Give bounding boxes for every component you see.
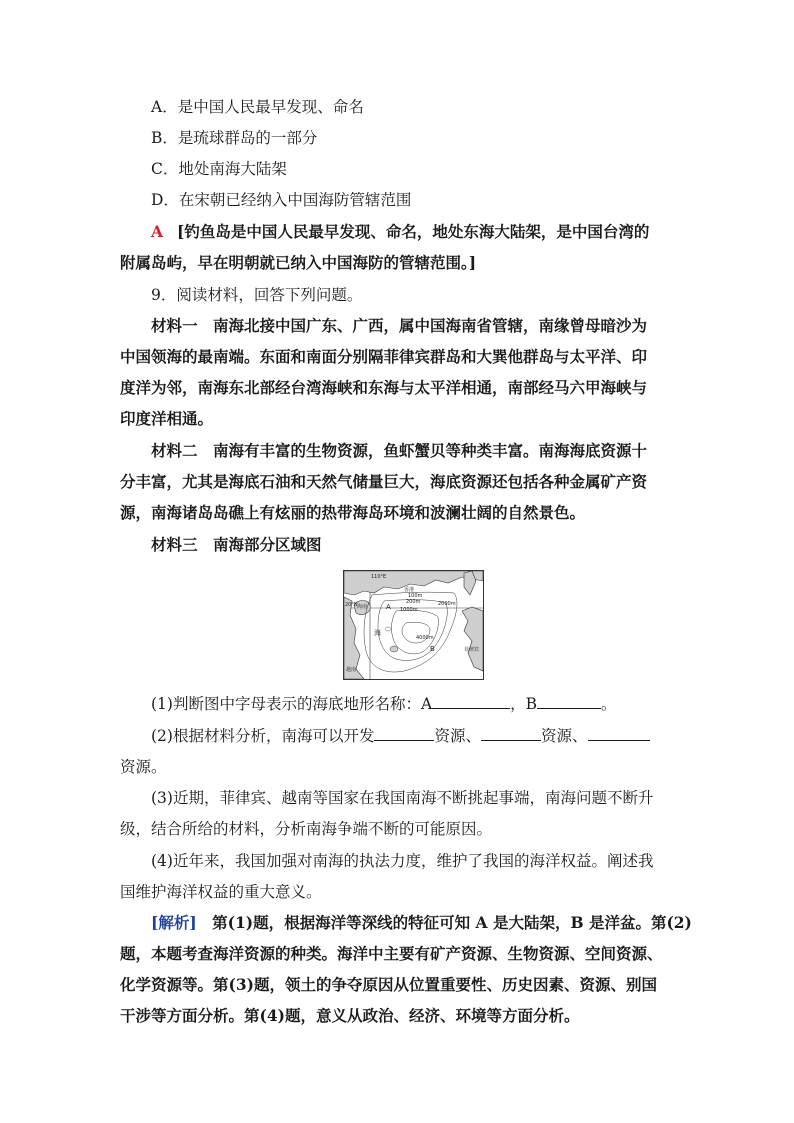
analysis-line4: 干涉等方面分析。第(4)题，意义从政治、经济、环境等方面分析。 — [120, 1006, 580, 1025]
analysis-line3: 化学资源等。第(3)题，领土的争夺原因从位置重要性、历史因素、资源、别国 — [120, 975, 657, 994]
answer-letter: A — [151, 222, 164, 241]
answer-explanation-1: [钓鱼岛是中国人民最早发现、命名，地处东海大陆架，是中国台湾的 — [177, 222, 650, 241]
analysis-line2: 题，本题考查海洋资源的种类。海洋中主要有矿产资源、生物资源、空间资源、 — [120, 944, 663, 963]
material2-line2: 分丰富，尤其是海底石油和天然气储量巨大，海底资源还包括各种金属矿产资 — [120, 472, 648, 491]
material2-line3: 源，南海诸岛岛礁上有炫丽的热带海岛环境和波澜壮阔的自然景色。 — [120, 503, 586, 522]
option-c: C．地处南海大陆架 — [151, 160, 287, 178]
islet — [390, 646, 398, 652]
philippines-land — [462, 607, 483, 671]
sub-question-3-line2: 级，结合所给的材料，分析南海争端不断的可能原因。 — [120, 820, 493, 838]
hainan-label: 海南 — [357, 604, 368, 610]
material3-title: 材料三 南海部分区域图 — [151, 535, 322, 554]
material1-line1: 材料一 南海北接中国广东、广西，属中国海南省管辖，南缘曾母暗沙为 — [151, 316, 648, 335]
depth-200-label: 200m — [406, 599, 421, 605]
option-d: D．在宋朝已经纳入中国海防管辖范围 — [151, 191, 412, 209]
sub-question-1 — [151, 694, 617, 714]
depth-100-label: 100m — [408, 593, 423, 599]
sub-question-2 — [151, 726, 650, 746]
depth-1000-label: 1000m — [400, 607, 418, 613]
philippines-label: 菲律宾 — [464, 647, 480, 653]
blank-resource-2[interactable] — [481, 726, 541, 741]
blank-resource-1[interactable] — [374, 726, 434, 741]
blank-b[interactable] — [537, 694, 601, 709]
analysis-text-1: 第(1)题，根据海洋等深线的特征可知 A 是大陆架，B 是洋盆。第(2) — [196, 913, 692, 932]
sub1-prefix: (1)判断图中字母表示的海底地形名称：A — [151, 695, 433, 713]
material2-line1: 材料二 南海有丰富的生物资源，鱼虾蟹贝等种类丰富。南海海底资源十 — [151, 441, 648, 460]
vietnam-label: 越南 — [346, 667, 357, 673]
depth-2000-label: 2000m — [438, 601, 456, 607]
analysis-line1 — [151, 913, 692, 933]
map-svg — [344, 571, 483, 679]
depth-4000-label: 4000m — [416, 635, 434, 641]
sea-label: 海 — [374, 629, 381, 637]
analysis-tag: [解析] — [151, 913, 197, 932]
islet-shoal — [385, 627, 391, 631]
sub-question-4-line2: 国维护海洋权益的重大意义。 — [120, 883, 322, 901]
letter-a: A — [386, 603, 391, 611]
answer-explanation-2: 附属岛屿，早在明朝就已纳入中国海防的管辖范围。] — [120, 253, 477, 272]
south-china-sea-map — [343, 570, 484, 680]
lon-label: 110°E — [371, 574, 387, 580]
material1-line2: 中国领海的最南端。东面和南面分别隔菲律宾群岛和大巽他群岛与太平洋、印 — [120, 347, 648, 366]
material1-line3: 度洋为邻，南海东北部经台湾海峡和东海与太平洋相通，南部经马六甲海峡与 — [120, 378, 648, 397]
sub2-prefix: (2)根据材料分析，南海可以开发 — [151, 727, 375, 745]
sub-question-4-line1: (4)近年来，我国加强对南海的执法力度，维护了我国的海洋权益。阐述我 — [151, 852, 654, 870]
q9-stem: 9．阅读材料，回答下列问题。 — [151, 286, 363, 304]
sub-question-3-line1: (3)近期，菲律宾、越南等国家在我国南海不断挑起事端，南海问题不断升 — [151, 789, 654, 807]
answer-line — [151, 222, 649, 242]
blank-resource-3[interactable] — [588, 726, 650, 741]
blank-a[interactable] — [432, 694, 510, 709]
sub-question-2-line2: 资源。 — [120, 758, 167, 776]
option-b: B．是琉球群岛的一部分 — [151, 129, 318, 147]
lat-label: 20°N — [345, 602, 358, 608]
sub2-sep2: 资源、 — [540, 727, 588, 745]
sub2-sep1: 资源、 — [434, 727, 481, 745]
hongkong-label: 香港 — [404, 587, 415, 593]
option-a: A．是中国人民最早发现、命名 — [151, 98, 364, 116]
letter-b: B — [430, 645, 435, 653]
sub1-mid: ，B — [510, 695, 538, 713]
material1-line4: 印度洋相通。 — [120, 409, 214, 428]
sub1-suffix: 。 — [601, 695, 617, 713]
